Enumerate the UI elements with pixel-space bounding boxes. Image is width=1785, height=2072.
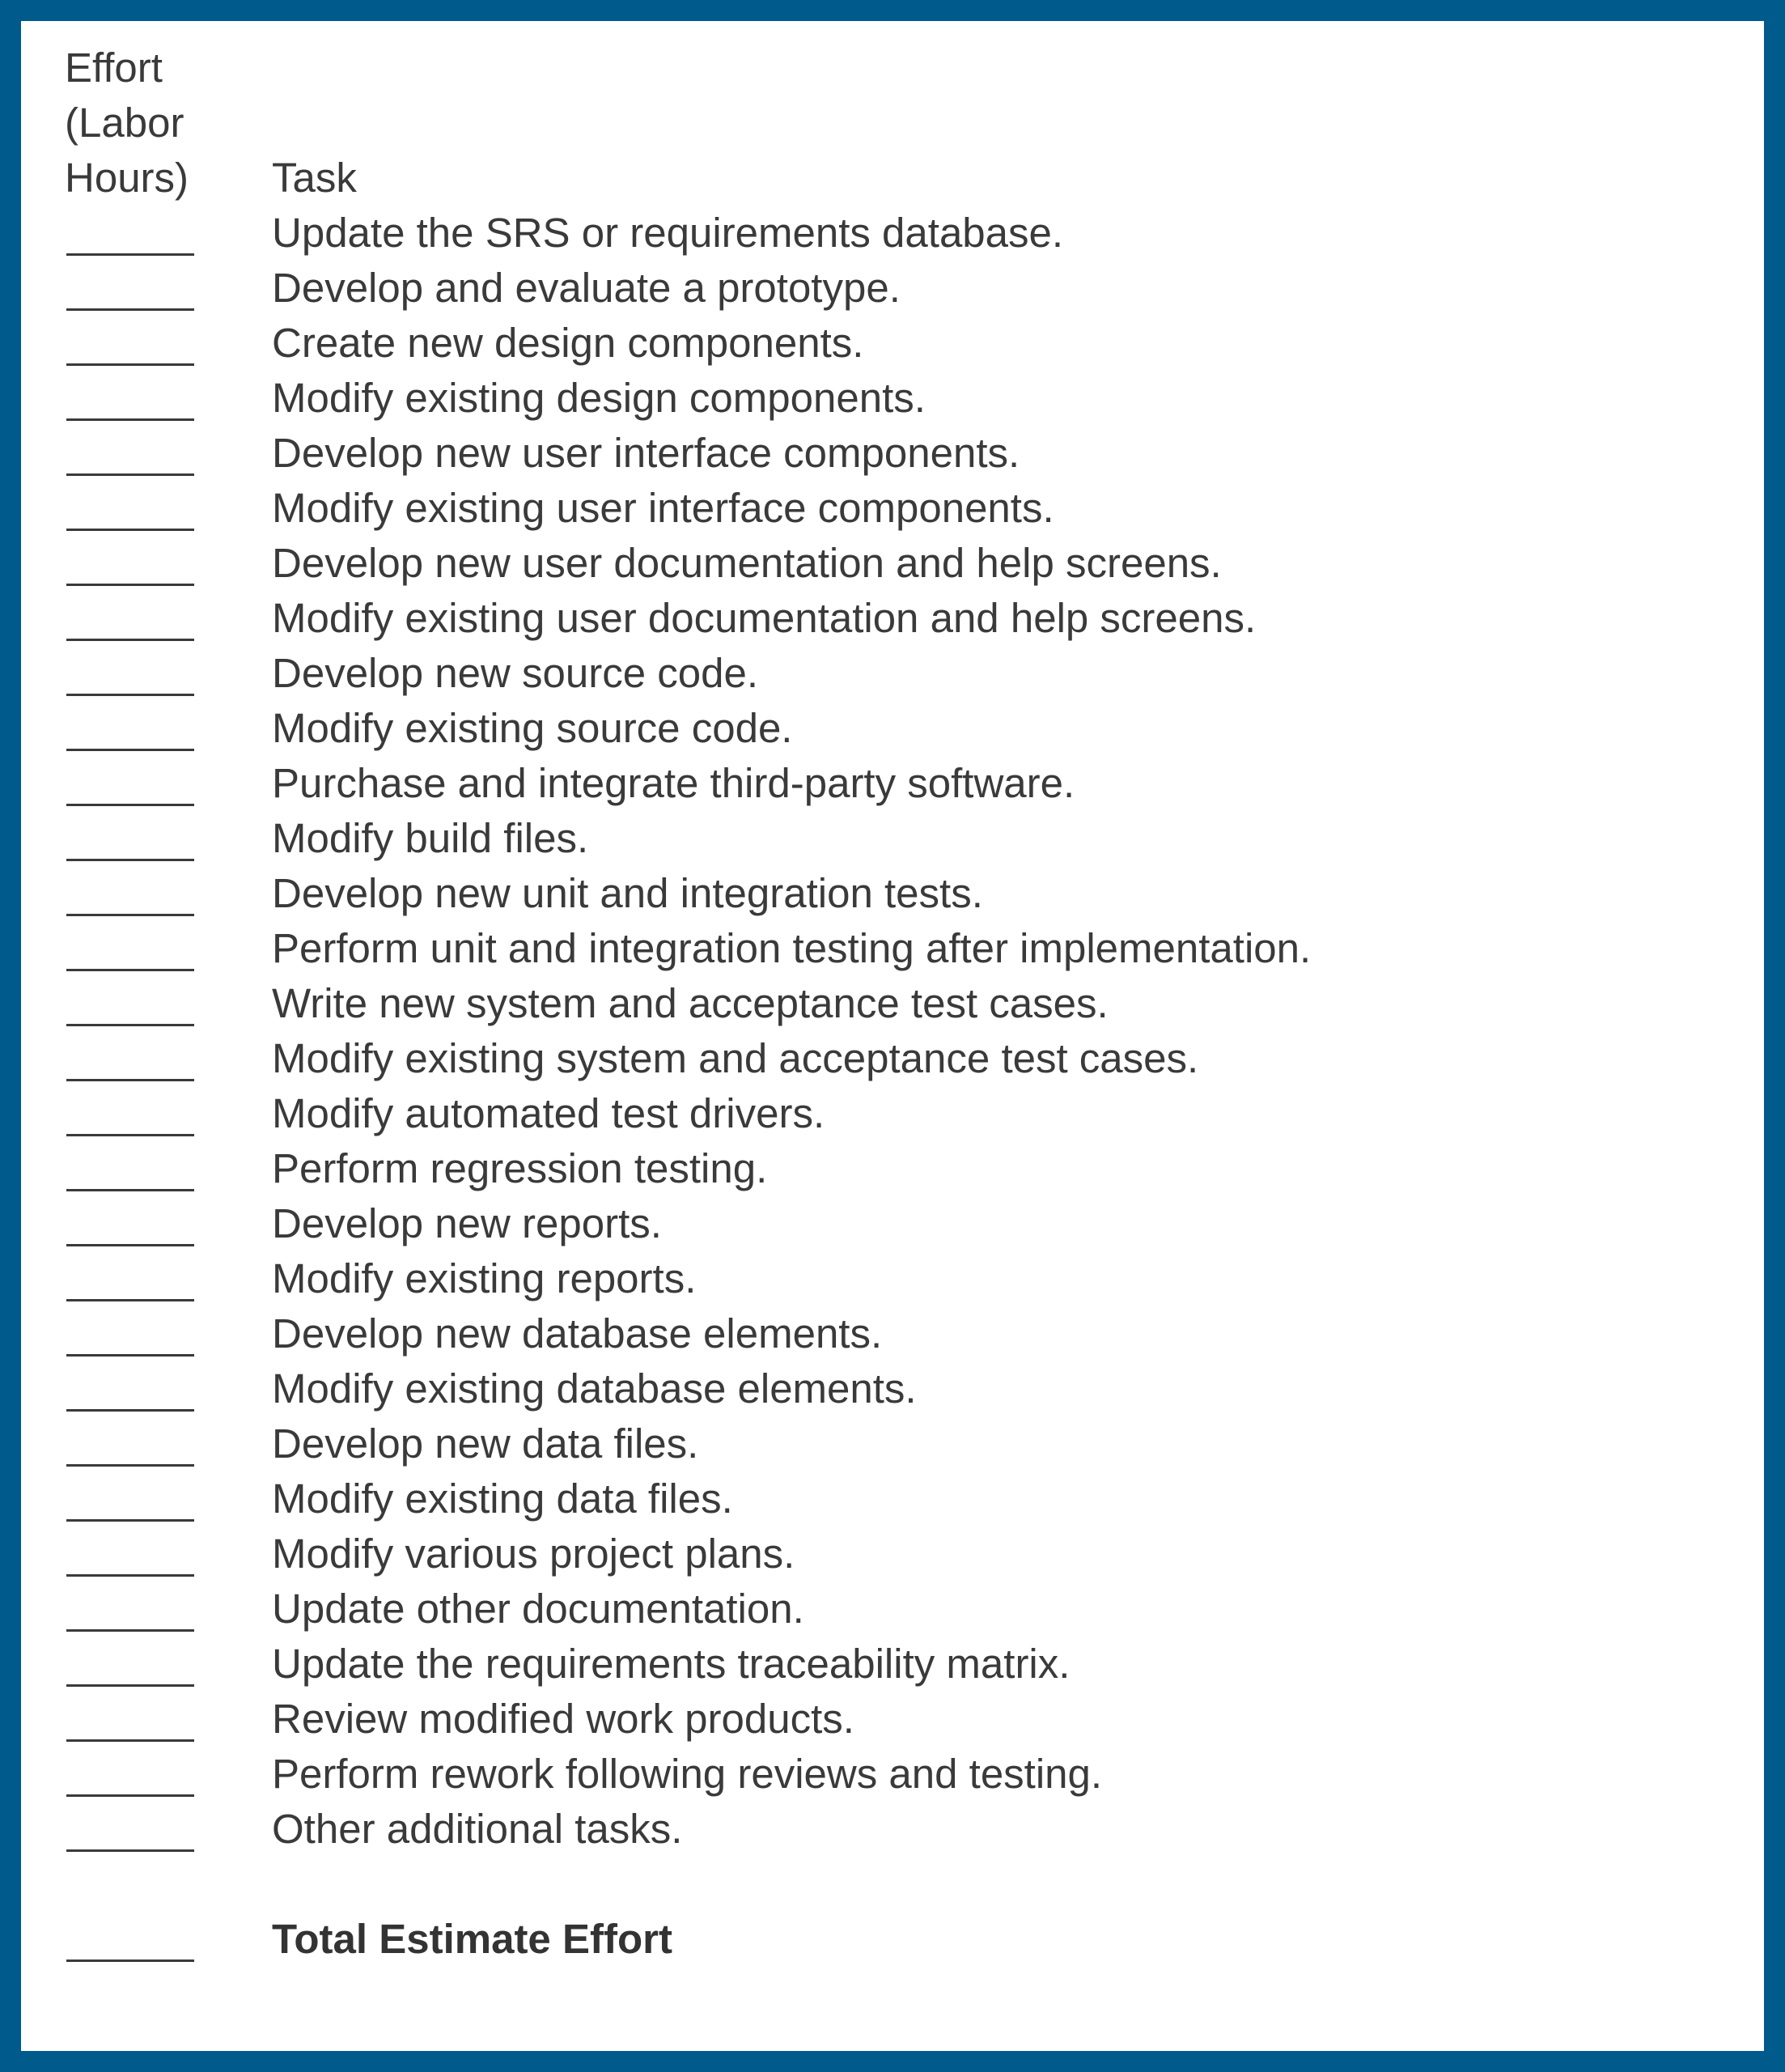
task-label: Modify various project plans.: [272, 1531, 795, 1577]
task-label: Develop new source code.: [272, 650, 759, 696]
task-label: Review modified work products.: [272, 1696, 854, 1742]
task-row: [0, 1802, 1740, 1857]
task-row: [0, 1416, 1740, 1471]
effort-blank[interactable]: [66, 914, 194, 916]
effort-blank[interactable]: [66, 1464, 194, 1467]
task-row: [0, 591, 1740, 646]
task-label: Modify existing design components.: [272, 375, 926, 421]
task-label: Modify existing data files.: [272, 1475, 733, 1522]
task-label: Update the requirements traceability matrix.: [272, 1641, 1071, 1687]
task-row: [0, 1141, 1740, 1196]
effort-blank[interactable]: [66, 1739, 194, 1742]
task-row: [0, 1471, 1740, 1526]
effort-blank[interactable]: [66, 363, 194, 366]
task-label: Other additional tasks.: [272, 1806, 683, 1852]
effort-blank[interactable]: [66, 1409, 194, 1412]
effort-blank[interactable]: [66, 418, 194, 421]
task-label: Perform regression testing.: [272, 1145, 768, 1191]
task-row: [0, 701, 1740, 756]
task-label: Write new system and acceptance test cases.: [272, 980, 1109, 1026]
task-row: [0, 646, 1740, 701]
task-label: Modify existing source code.: [272, 705, 793, 751]
effort-blank[interactable]: [66, 584, 194, 586]
effort-blank[interactable]: [66, 1849, 194, 1852]
task-row: [0, 866, 1740, 921]
effort-blank[interactable]: [66, 1684, 194, 1687]
effort-blank[interactable]: [66, 639, 194, 641]
task-row: [0, 1582, 1740, 1637]
task-row: [0, 371, 1740, 426]
task-label: Modify existing system and acceptance test cases.: [272, 1035, 1199, 1081]
task-label: Develop new database elements.: [272, 1310, 883, 1357]
effort-blank[interactable]: [66, 694, 194, 696]
task-label: Modify existing user documentation and help screens.: [272, 595, 1257, 641]
effort-blank[interactable]: [66, 1629, 194, 1632]
total-effort-blank[interactable]: [66, 1959, 194, 1962]
task-row: [0, 536, 1740, 591]
task-row: [0, 756, 1740, 811]
task-label: Update the SRS or requirements database.: [272, 210, 1064, 256]
task-row: [0, 811, 1740, 866]
task-label: Develop new data files.: [272, 1420, 699, 1467]
task-row: [0, 1086, 1740, 1141]
task-row: [0, 1747, 1740, 1802]
effort-blank[interactable]: [66, 1244, 194, 1246]
effort-header-line: Hours): [65, 155, 189, 201]
effort-blank[interactable]: [66, 1079, 194, 1081]
effort-column-header: [65, 40, 251, 206]
task-label: Modify existing user interface components.: [272, 485, 1054, 531]
task-row: [0, 206, 1740, 261]
task-row: [0, 261, 1740, 316]
task-row: [0, 1361, 1740, 1416]
task-row: [0, 1526, 1740, 1582]
task-row: [0, 976, 1740, 1031]
task-label: Modify build files.: [272, 815, 589, 861]
task-row: [0, 1637, 1740, 1692]
effort-blank[interactable]: [66, 1134, 194, 1136]
task-label: Modify automated test drivers.: [272, 1090, 825, 1136]
task-label: Develop and evaluate a prototype.: [272, 265, 901, 311]
task-row: [0, 1031, 1740, 1086]
task-row: [0, 426, 1740, 481]
effort-blank[interactable]: [66, 1354, 194, 1357]
effort-blank[interactable]: [66, 859, 194, 861]
task-list: [0, 206, 1740, 1857]
task-row: [0, 316, 1740, 371]
task-label: Modify existing reports.: [272, 1255, 697, 1301]
task-row: [0, 481, 1740, 536]
task-label: Develop new unit and integration tests.: [272, 870, 983, 916]
total-row: [0, 1912, 1740, 1967]
effort-blank[interactable]: [66, 473, 194, 476]
effort-blank[interactable]: [66, 1794, 194, 1797]
effort-blank[interactable]: [66, 1574, 194, 1577]
task-label: Modify existing database elements.: [272, 1365, 917, 1412]
task-label: Develop new reports.: [272, 1200, 662, 1246]
effort-blank[interactable]: [66, 308, 194, 311]
task-label: Perform rework following reviews and testing.: [272, 1751, 1103, 1797]
effort-header-line: (Labor: [65, 100, 184, 146]
task-column-header: Task: [272, 155, 357, 201]
effort-blank[interactable]: [66, 1299, 194, 1301]
effort-blank[interactable]: [66, 529, 194, 531]
task-row: [0, 921, 1740, 976]
total-label: Total Estimate Effort: [272, 1916, 672, 1962]
effort-blank[interactable]: [66, 749, 194, 751]
task-row: [0, 1251, 1740, 1306]
effort-blank[interactable]: [66, 1024, 194, 1026]
task-label: Develop new user interface components.: [272, 430, 1020, 476]
effort-blank[interactable]: [66, 804, 194, 806]
task-row: [0, 1196, 1740, 1251]
task-label: Perform unit and integration testing after implementation.: [272, 925, 1312, 971]
effort-header-line: Effort: [65, 45, 163, 91]
task-label: Update other documentation.: [272, 1586, 804, 1632]
effort-blank[interactable]: [66, 1519, 194, 1522]
effort-blank[interactable]: [66, 253, 194, 256]
task-row: [0, 1306, 1740, 1361]
task-row: [0, 1692, 1740, 1747]
effort-blank[interactable]: [66, 1189, 194, 1191]
task-label: Purchase and integrate third-party software.: [272, 760, 1075, 806]
task-label: Create new design components.: [272, 320, 864, 366]
task-label: Develop new user documentation and help screens.: [272, 540, 1222, 586]
effort-blank[interactable]: [66, 969, 194, 971]
